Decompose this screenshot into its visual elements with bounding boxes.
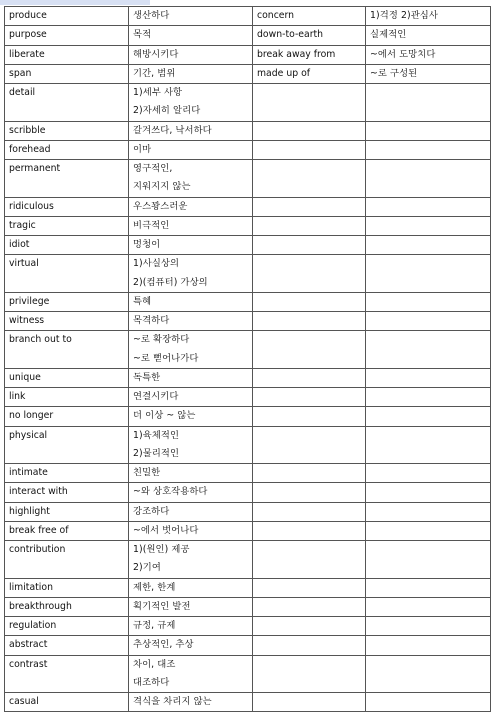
korean-meaning-cell-right-line: 1)걱정 2)관심사 xyxy=(370,10,438,21)
korean-meaning-cell xyxy=(129,597,253,616)
english-word-cell-text: branch out to xyxy=(9,334,72,346)
korean-meaning-cell-right xyxy=(366,502,491,521)
english-word-cell-right xyxy=(253,368,366,387)
english-word-cell-right xyxy=(253,521,366,540)
english-word-cell-text: link xyxy=(9,391,26,402)
korean-meaning-cell xyxy=(129,121,253,140)
korean-meaning-cell xyxy=(129,236,253,255)
table-row xyxy=(5,140,491,159)
english-word-cell-right xyxy=(253,84,366,122)
english-word-cell xyxy=(5,160,129,198)
korean-meaning-cell-line: 우스꽝스러운 xyxy=(133,200,188,212)
korean-meaning-cell-right xyxy=(366,693,491,712)
english-word-cell xyxy=(5,597,129,616)
english-word-cell-text: witness xyxy=(9,315,45,326)
table-row xyxy=(5,483,491,502)
table-row xyxy=(5,368,491,387)
english-word-cell xyxy=(5,255,129,293)
english-word-cell-right xyxy=(253,255,366,293)
korean-meaning-cell-line: 영구적인, xyxy=(133,163,173,174)
english-word-cell-text: limitation xyxy=(9,581,53,593)
english-word-cell-right xyxy=(253,483,366,502)
english-word-cell-text: no longer xyxy=(9,410,54,422)
english-word-cell xyxy=(5,655,129,693)
english-word-cell-text: purpose xyxy=(9,29,47,41)
korean-meaning-cell xyxy=(129,426,253,464)
english-word-cell-right xyxy=(253,331,366,369)
korean-meaning-cell xyxy=(129,216,253,235)
english-word-cell-right-text: made up of xyxy=(257,67,311,79)
english-word-cell-text: virtual xyxy=(9,258,39,270)
english-word-cell xyxy=(5,312,129,331)
english-word-cell-text: interact with xyxy=(9,486,68,498)
korean-meaning-cell xyxy=(129,140,253,159)
table-row xyxy=(5,502,491,521)
korean-meaning-cell-right xyxy=(366,236,491,255)
korean-meaning-cell-line: ~와 상호작용하다 xyxy=(133,486,208,498)
english-word-cell xyxy=(5,541,129,579)
korean-meaning-cell xyxy=(129,464,253,483)
korean-meaning-cell xyxy=(129,521,253,540)
korean-meaning-cell-right xyxy=(366,368,491,387)
english-word-cell-right xyxy=(253,236,366,255)
english-word-cell xyxy=(5,26,129,45)
korean-meaning-cell-line: 연결시키다 xyxy=(133,391,179,402)
table-row xyxy=(5,693,491,712)
english-word-cell-right xyxy=(253,597,366,616)
english-word-cell-text: detail xyxy=(9,87,36,98)
english-word-cell-right-text: concern xyxy=(257,10,295,21)
english-word-cell-text: ridiculous xyxy=(9,200,54,212)
english-word-cell xyxy=(5,407,129,426)
korean-meaning-cell-right xyxy=(366,121,491,140)
table-row xyxy=(5,255,491,293)
english-word-cell-right-text: down-to-earth xyxy=(257,29,324,41)
table-row xyxy=(5,521,491,540)
english-word-cell-right xyxy=(253,655,366,693)
korean-meaning-cell-right xyxy=(366,26,491,45)
english-word-cell-right xyxy=(253,693,366,712)
korean-meaning-cell-right xyxy=(366,255,491,293)
korean-meaning-cell-right xyxy=(366,7,491,26)
korean-meaning-cell-right xyxy=(366,464,491,483)
english-word-cell-text: liberate xyxy=(9,48,45,60)
english-word-cell-text: break free of xyxy=(9,524,69,536)
english-word-cell-text: abstract xyxy=(9,639,48,651)
english-word-cell xyxy=(5,578,129,597)
korean-meaning-cell-line: 2)자세히 알리다 xyxy=(133,105,201,117)
english-word-cell xyxy=(5,84,129,122)
english-word-cell-right xyxy=(253,197,366,216)
english-word-cell-right xyxy=(253,140,366,159)
korean-meaning-cell-right-line: ~로 구성된 xyxy=(370,67,418,79)
table-row xyxy=(5,45,491,64)
korean-meaning-cell-line: 격식을 차리지 않는 xyxy=(133,696,212,707)
english-word-cell-right xyxy=(253,312,366,331)
korean-meaning-cell-line: 지워지지 않는 xyxy=(133,181,191,193)
korean-meaning-cell-right-line: 실제적인 xyxy=(370,29,407,41)
korean-meaning-cell xyxy=(129,388,253,407)
korean-meaning-cell xyxy=(129,578,253,597)
english-word-cell xyxy=(5,521,129,540)
vocabulary-table-body xyxy=(5,7,491,712)
korean-meaning-cell-line: 멍청이 xyxy=(133,239,161,250)
korean-meaning-cell xyxy=(129,655,253,693)
korean-meaning-cell-line: 차이, 대조 xyxy=(133,658,176,670)
english-word-cell xyxy=(5,502,129,521)
korean-meaning-cell-line: 기간, 범위 xyxy=(133,67,176,79)
korean-meaning-cell-line: 더 이상 ~ 않는 xyxy=(133,410,196,422)
korean-meaning-cell xyxy=(129,502,253,521)
korean-meaning-cell-right xyxy=(366,483,491,502)
english-word-cell xyxy=(5,7,129,26)
english-word-cell-right xyxy=(253,541,366,579)
table-row xyxy=(5,636,491,655)
korean-meaning-cell-line: ~에서 벗어나다 xyxy=(133,524,199,536)
english-word-cell-text: idiot xyxy=(9,239,30,250)
korean-meaning-cell-line: 생산하다 xyxy=(133,10,170,21)
english-word-cell-text: produce xyxy=(9,10,47,21)
table-row xyxy=(5,216,491,235)
table-row xyxy=(5,197,491,216)
table-row xyxy=(5,26,491,45)
korean-meaning-cell-line: 제한, 한계 xyxy=(133,581,176,593)
english-word-cell-text: contribution xyxy=(9,544,66,555)
korean-meaning-cell-line: 2)(컴퓨터) 가상의 xyxy=(133,276,208,288)
table-row xyxy=(5,292,491,311)
korean-meaning-cell-right xyxy=(366,197,491,216)
korean-meaning-cell-line: 목적 xyxy=(133,29,152,41)
english-word-cell-right xyxy=(253,160,366,198)
english-word-cell-right xyxy=(253,502,366,521)
korean-meaning-cell-right xyxy=(366,312,491,331)
english-word-cell xyxy=(5,121,129,140)
korean-meaning-cell-line: 갈겨쓰다, 낙서하다 xyxy=(133,124,212,136)
korean-meaning-cell-right xyxy=(366,636,491,655)
table-row xyxy=(5,541,491,579)
korean-meaning-cell-right xyxy=(366,84,491,122)
english-word-cell-text: span xyxy=(9,67,32,79)
korean-meaning-cell xyxy=(129,483,253,502)
korean-meaning-cell xyxy=(129,292,253,311)
english-word-cell xyxy=(5,197,129,216)
english-word-cell-right xyxy=(253,64,366,83)
korean-meaning-cell-right xyxy=(366,160,491,198)
korean-meaning-cell-line: 1)육체적인 xyxy=(133,429,180,441)
korean-meaning-cell-right xyxy=(366,388,491,407)
korean-meaning-cell-right xyxy=(366,655,491,693)
table-row xyxy=(5,464,491,483)
english-word-cell xyxy=(5,617,129,636)
korean-meaning-cell-line: ~로 확장하다 xyxy=(133,334,190,346)
table-row xyxy=(5,407,491,426)
korean-meaning-cell-right xyxy=(366,292,491,311)
english-word-cell-text: breakthrough xyxy=(9,600,72,612)
korean-meaning-cell-line: 대조하다 xyxy=(133,676,170,688)
english-word-cell xyxy=(5,368,129,387)
english-word-cell xyxy=(5,216,129,235)
english-word-cell xyxy=(5,236,129,255)
table-row xyxy=(5,617,491,636)
korean-meaning-cell-line: 해방시키다 xyxy=(133,48,179,60)
english-word-cell-right xyxy=(253,388,366,407)
english-word-cell-text: permanent xyxy=(9,163,61,174)
english-word-cell-right xyxy=(253,578,366,597)
english-word-cell-right xyxy=(253,407,366,426)
korean-meaning-cell-right xyxy=(366,45,491,64)
english-word-cell xyxy=(5,464,129,483)
english-word-cell xyxy=(5,426,129,464)
english-word-cell-text: regulation xyxy=(9,620,57,631)
korean-meaning-cell-line: 1)사실상의 xyxy=(133,258,180,270)
korean-meaning-cell-line: 목격하다 xyxy=(133,315,170,326)
korean-meaning-cell xyxy=(129,636,253,655)
korean-meaning-cell xyxy=(129,45,253,64)
korean-meaning-cell-line: 1)(원인) 제공 xyxy=(133,544,190,555)
korean-meaning-cell-line: 강조하다 xyxy=(133,505,170,517)
english-word-cell-right xyxy=(253,216,366,235)
english-word-cell xyxy=(5,64,129,83)
english-word-cell-right xyxy=(253,292,366,311)
english-word-cell-text: tragic xyxy=(9,219,36,231)
korean-meaning-cell-right xyxy=(366,407,491,426)
table-row xyxy=(5,312,491,331)
vocabulary-table xyxy=(4,6,491,712)
english-word-cell-right xyxy=(253,121,366,140)
table-row xyxy=(5,160,491,198)
korean-meaning-cell-line: ~로 뻗어나가다 xyxy=(133,352,199,364)
english-word-cell-right xyxy=(253,426,366,464)
korean-meaning-cell xyxy=(129,693,253,712)
table-row xyxy=(5,64,491,83)
english-word-cell xyxy=(5,292,129,311)
korean-meaning-cell-right xyxy=(366,140,491,159)
english-word-cell-text: intimate xyxy=(9,467,48,478)
english-word-cell-text: contrast xyxy=(9,658,48,670)
english-word-cell-right xyxy=(253,636,366,655)
table-row xyxy=(5,121,491,140)
english-word-cell-text: privilege xyxy=(9,295,50,307)
english-word-cell-right xyxy=(253,45,366,64)
table-row xyxy=(5,597,491,616)
korean-meaning-cell-line: 비극적인 xyxy=(133,219,170,231)
table-row xyxy=(5,655,491,693)
english-word-cell xyxy=(5,45,129,64)
korean-meaning-cell xyxy=(129,64,253,83)
english-word-cell-right xyxy=(253,26,366,45)
english-word-cell-text: forehead xyxy=(9,143,51,155)
table-row xyxy=(5,388,491,407)
korean-meaning-cell xyxy=(129,26,253,45)
english-word-cell xyxy=(5,388,129,407)
top-header-strip xyxy=(0,0,150,5)
english-word-cell xyxy=(5,483,129,502)
english-word-cell-right xyxy=(253,617,366,636)
korean-meaning-cell-line: 추상적인, 추상 xyxy=(133,639,194,651)
korean-meaning-cell xyxy=(129,197,253,216)
table-row xyxy=(5,578,491,597)
table-row xyxy=(5,7,491,26)
table-row xyxy=(5,331,491,369)
english-word-cell-text: scribble xyxy=(9,124,46,136)
korean-meaning-cell xyxy=(129,84,253,122)
korean-meaning-cell xyxy=(129,617,253,636)
english-word-cell xyxy=(5,331,129,369)
korean-meaning-cell-right xyxy=(366,521,491,540)
korean-meaning-cell xyxy=(129,541,253,579)
korean-meaning-cell-line: 2)물리적인 xyxy=(133,447,180,459)
korean-meaning-cell-right xyxy=(366,541,491,579)
english-word-cell xyxy=(5,140,129,159)
korean-meaning-cell-right xyxy=(366,617,491,636)
korean-meaning-cell-right xyxy=(366,331,491,369)
korean-meaning-cell-line: 독특한 xyxy=(133,371,161,383)
english-word-cell-right xyxy=(253,464,366,483)
table-row xyxy=(5,236,491,255)
table-row xyxy=(5,426,491,464)
korean-meaning-cell xyxy=(129,368,253,387)
english-word-cell-right xyxy=(253,7,366,26)
english-word-cell xyxy=(5,693,129,712)
table-row xyxy=(5,84,491,122)
korean-meaning-cell-line: 규정, 규제 xyxy=(133,620,176,631)
korean-meaning-cell-line: 특혜 xyxy=(133,295,152,307)
korean-meaning-cell xyxy=(129,160,253,198)
english-word-cell-text: highlight xyxy=(9,505,50,517)
korean-meaning-cell-right-line: ~에서 도망치다 xyxy=(370,48,436,60)
korean-meaning-cell-right xyxy=(366,426,491,464)
english-word-cell-text: unique xyxy=(9,371,41,383)
english-word-cell-right-text: break away from xyxy=(257,48,336,60)
korean-meaning-cell-right xyxy=(366,64,491,83)
korean-meaning-cell-line: 친밀한 xyxy=(133,467,161,478)
korean-meaning-cell-right xyxy=(366,578,491,597)
korean-meaning-cell xyxy=(129,331,253,369)
korean-meaning-cell-right xyxy=(366,216,491,235)
english-word-cell-text: physical xyxy=(9,429,48,441)
korean-meaning-cell xyxy=(129,255,253,293)
korean-meaning-cell xyxy=(129,407,253,426)
korean-meaning-cell xyxy=(129,312,253,331)
korean-meaning-cell xyxy=(129,7,253,26)
korean-meaning-cell-line: 획기적인 발전 xyxy=(133,600,191,612)
korean-meaning-cell-line: 1)세부 사항 xyxy=(133,87,183,98)
korean-meaning-cell-line: 2)기여 xyxy=(133,562,161,574)
english-word-cell xyxy=(5,636,129,655)
english-word-cell-text: casual xyxy=(9,696,39,707)
korean-meaning-cell-right xyxy=(366,597,491,616)
korean-meaning-cell-line: 이마 xyxy=(133,143,152,155)
